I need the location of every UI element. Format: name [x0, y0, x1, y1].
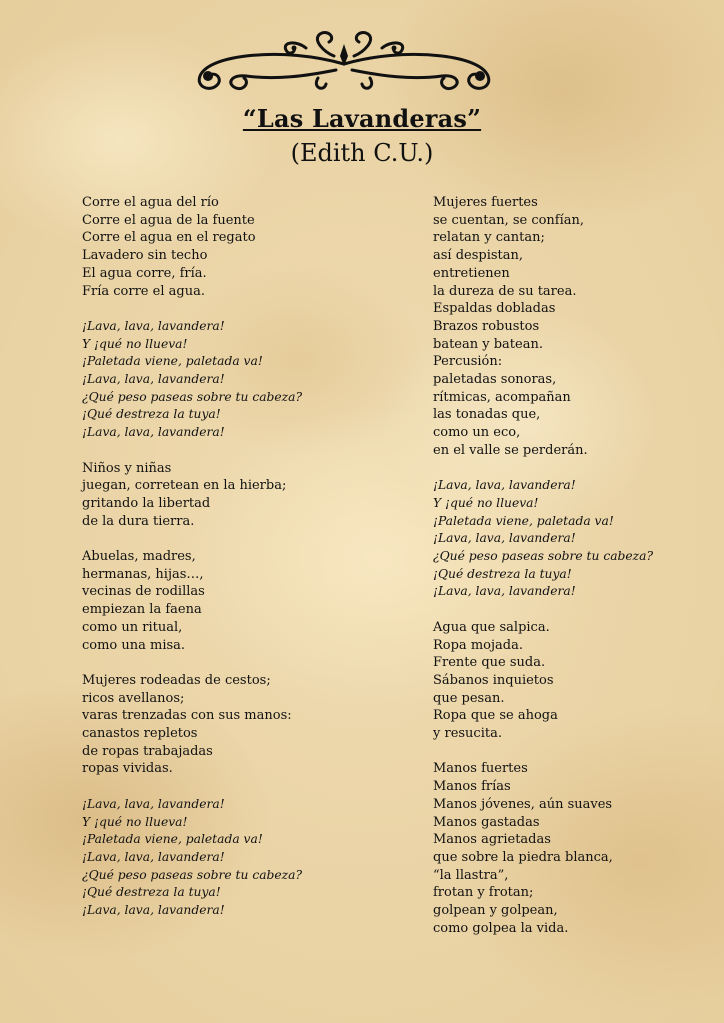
poem-line: ¡Qué destreza la tuya! — [82, 885, 221, 900]
poem-line: como una misa. — [82, 637, 186, 653]
poem-line: Brazos robustos — [433, 318, 540, 334]
poem-line: relatan y cantan; — [433, 230, 545, 246]
poem-line: la dureza de su tarea. — [433, 283, 577, 299]
poem-line: ¡Paletada viene, paletada va! — [82, 832, 263, 847]
poem-line: Corre el agua de la fuente — [82, 212, 255, 228]
poem-line: ¡Lava, lava, lavandera! — [82, 318, 225, 333]
poem-line: golpean y golpean, — [433, 903, 558, 919]
poem-line: rítmicas, acompañan — [433, 389, 571, 405]
stanza — [82, 194, 302, 300]
poem-line: ¡Lava, lava, lavandera! — [433, 531, 576, 546]
poem-line: gritando la libertad — [82, 495, 211, 511]
poem-line: Ropa que se ahoga — [433, 708, 558, 724]
poem-line: ¡Lava, lava, lavandera! — [82, 425, 225, 440]
poem-line: Y ¡qué no llueva! — [82, 814, 188, 829]
poem-line: hermanas, hijas…, — [82, 566, 204, 582]
poem-line: Lavadero sin techo — [82, 248, 208, 264]
poem-line: que sobre la piedra blanca, — [433, 849, 613, 865]
poem-line: Mujeres rodeadas de cestos; — [82, 672, 271, 688]
poem-line: que pesan. — [433, 690, 505, 706]
poem-line: así despistan, — [433, 248, 524, 264]
poem-line: las tonadas que, — [433, 407, 541, 423]
stanza — [82, 548, 302, 654]
poem-line: Y ¡qué no llueva! — [82, 336, 188, 351]
stanza — [433, 194, 653, 460]
scroll-ornament-icon — [186, 26, 502, 96]
poem-line: Ropa mojada. — [433, 637, 523, 653]
poem-line: Corre el agua en el regato — [82, 230, 256, 246]
poem-line: entretienen — [433, 265, 510, 281]
poem-line: Y ¡qué no llueva! — [433, 495, 539, 510]
poem-line: ¡Lava, lava, lavandera! — [82, 796, 225, 811]
poem-line: Manos gastadas — [433, 814, 540, 830]
poem-line: paletadas sonoras, — [433, 372, 557, 388]
poem-line: juegan, corretean en la hierba; — [82, 478, 287, 494]
poem-line: Manos fuertes — [433, 761, 528, 777]
poem-line: Sábanos inquietos — [433, 672, 554, 688]
refrain-stanza — [433, 477, 653, 601]
poem-line: ¡Qué destreza la tuya! — [82, 407, 221, 422]
poem-line: ¡Paletada viene, paletada va! — [82, 354, 263, 369]
poem-line: ¡Lava, lava, lavandera! — [433, 584, 576, 599]
poem-line: Manos frías — [433, 779, 511, 795]
poem-line: Espaldas dobladas — [433, 301, 556, 317]
poem-line: de la dura tierra. — [82, 513, 195, 529]
poem-line: frotan y frotan; — [433, 885, 534, 901]
stanza — [433, 619, 653, 743]
stanza — [433, 760, 653, 937]
stanza — [82, 672, 302, 778]
poem-line: ropas vividas. — [82, 761, 173, 777]
poem-line: en el valle se perderán. — [433, 442, 588, 458]
poem-line: ¡Lava, lava, lavandera! — [82, 849, 225, 864]
poem-line: como golpea la vida. — [433, 920, 569, 936]
poem-line: ¡Paletada viene, paletada va! — [433, 513, 614, 528]
poem-line: Fría corre el agua. — [82, 283, 205, 299]
poem-line: varas trenzadas con sus manos: — [82, 708, 292, 724]
poem-title: “Las Lavanderas” — [242, 104, 482, 133]
poem-line: Manos agrietadas — [433, 832, 551, 848]
poem-line: Mujeres fuertes — [433, 195, 538, 210]
refrain-stanza — [82, 796, 302, 920]
left-column — [82, 194, 302, 937]
poem-line: Percusión: — [433, 354, 503, 370]
poem-line: Manos jóvenes, aún suaves — [433, 796, 613, 812]
poem-line: vecinas de rodillas — [82, 584, 205, 600]
poem-line: Niños y niñas — [82, 460, 172, 476]
poem-line: “la llastra”, — [433, 867, 509, 883]
poem-line: ¡Qué destreza la tuya! — [433, 566, 572, 581]
poem-line: batean y batean. — [433, 336, 543, 352]
poem-line: empiezan la faena — [82, 602, 202, 618]
poem-line: El agua corre, fría. — [82, 265, 207, 281]
poem-line: ¡Lava, lava, lavandera! — [433, 478, 576, 493]
refrain-stanza — [82, 318, 302, 442]
stanza — [82, 460, 302, 531]
poem-line: como un ritual, — [82, 619, 183, 635]
poem-line: ricos avellanos; — [82, 690, 185, 706]
poem-author: (Edith C.U.) — [290, 139, 434, 167]
right-column — [433, 194, 653, 955]
poem-line: ¡Lava, lava, lavandera! — [82, 372, 225, 387]
poem-line: Agua que salpica. — [433, 619, 550, 635]
poem-line: Corre el agua del río — [82, 195, 219, 210]
poem-line: ¡Lava, lava, lavandera! — [82, 903, 225, 918]
poem-line: ¿Qué peso paseas sobre tu cabeza? — [82, 389, 303, 404]
poem-line: ¿Qué peso paseas sobre tu cabeza? — [82, 867, 303, 882]
poem-line: y resucita. — [433, 726, 502, 742]
poem-line: Abuelas, madres, — [82, 549, 196, 565]
poem-line: ¿Qué peso paseas sobre tu cabeza? — [433, 549, 654, 564]
poem-line: como un eco, — [433, 425, 521, 441]
poem-line: Frente que suda. — [433, 655, 546, 671]
poem-line: se cuentan, se confían, — [433, 212, 585, 228]
poem-line: canastos repletos — [82, 726, 198, 742]
poem-line: de ropas trabajadas — [82, 743, 213, 759]
